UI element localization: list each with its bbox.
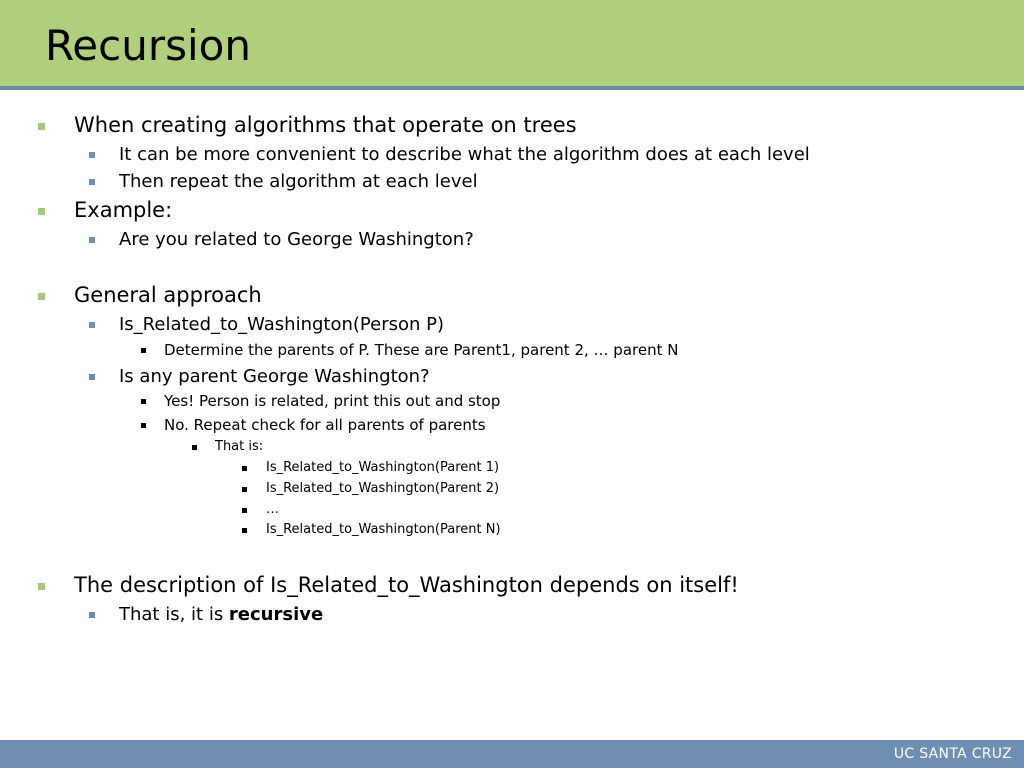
bullet-square-icon [242, 466, 247, 471]
bullet-square-icon [141, 348, 146, 353]
bullet-square-icon [242, 487, 247, 492]
bullet-square-icon [192, 445, 197, 450]
bullet-level2: It can be more convenient to describe what the algorithm does at each level [119, 144, 810, 165]
bullet-text: That is, it is [119, 604, 229, 625]
bullet-square-icon [38, 208, 45, 215]
bullet-level1: When creating algorithms that operate on trees [74, 113, 577, 137]
bullet-square-icon [89, 612, 95, 618]
bullet-level3: Yes! Person is related, print this out and stop [164, 392, 501, 410]
bullet-level1: The description of Is_Related_to_Washington depends on itself! [74, 573, 739, 597]
bullet-level2: Is_Related_to_Washington(Person P) [119, 314, 445, 335]
title-divider [0, 86, 1024, 90]
bullet-level2 [119, 604, 323, 626]
bullet-square-icon [89, 152, 95, 158]
footer-organization: UC SANTA CRUZ [893, 746, 1012, 762]
bullet-square-icon [38, 123, 45, 130]
bullet-level4: That is: [215, 439, 264, 454]
bullet-level5: … [266, 502, 279, 517]
bullet-level1: General approach [74, 283, 262, 307]
emphasis-recursive: recursive [228, 604, 324, 625]
bullet-level5: Is_Related_to_Washington(Parent 1) [266, 460, 500, 475]
bullet-square-icon [89, 179, 95, 185]
bullet-level5: Is_Related_to_Washington(Parent 2) [266, 481, 500, 496]
bullet-level2: Are you related to George Washington? [119, 229, 474, 250]
slide-title: Recursion [45, 21, 251, 70]
bullet-level2: Is any parent George Washington? [119, 366, 430, 387]
bullet-square-icon [242, 508, 247, 513]
bullet-square-icon [89, 237, 95, 243]
bullet-square-icon [141, 399, 146, 404]
bullet-square-icon [38, 583, 45, 590]
bullet-square-icon [89, 322, 95, 328]
bullet-level3: Determine the parents of P. These are Parent1, parent 2, … parent N [164, 341, 679, 359]
footer-bar [0, 740, 1024, 768]
bullet-level2: Then repeat the algorithm at each level [119, 171, 478, 192]
bullet-square-icon [141, 423, 146, 428]
bullet-square-icon [242, 528, 247, 533]
bullet-level1: Example: [74, 198, 173, 222]
bullet-level5: Is_Related_to_Washington(Parent N) [266, 522, 501, 537]
title-bar [0, 0, 1024, 86]
bullet-square-icon [38, 293, 45, 300]
bullet-level3: No. Repeat check for all parents of parents [164, 416, 486, 434]
bullet-square-icon [89, 374, 95, 380]
